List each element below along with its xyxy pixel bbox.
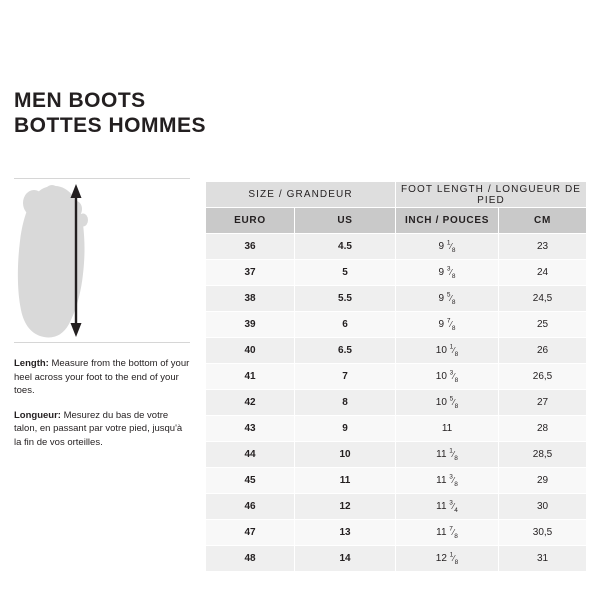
cell-cm: 26 (499, 338, 587, 364)
table-row (206, 442, 587, 468)
cell-us: 5 (295, 260, 396, 286)
column-header-cm: CM (499, 208, 587, 234)
cell-euro: 47 (206, 520, 295, 546)
table-row (206, 546, 587, 572)
note-longueur-text: Mesurez du bas de votre talon, en passant par votre pied, jusqu'à la fin de vos orteilles. (14, 409, 183, 448)
cell-cm: 23 (499, 234, 587, 260)
cell-inch: 11 (396, 416, 499, 442)
column-header-us: US (295, 208, 396, 234)
cell-us: 10 (295, 442, 396, 468)
table-row (206, 338, 587, 364)
cell-inch: 9 $^5⁄_8$ (396, 286, 499, 312)
cell-inch: 11 $^1⁄_8$ (396, 442, 499, 468)
cell-us: 6.5 (295, 338, 396, 364)
cell-cm: 30 (499, 494, 587, 520)
cell-cm: 31 (499, 546, 587, 572)
cell-us: 7 (295, 364, 396, 390)
table-column-header-row (206, 208, 587, 234)
foot-illustration (14, 178, 190, 343)
note-longueur-label: Longueur: (14, 409, 61, 421)
cell-euro: 44 (206, 442, 295, 468)
cell-us: 6 (295, 312, 396, 338)
size-table-body (206, 234, 587, 572)
cell-us: 13 (295, 520, 396, 546)
cell-euro: 46 (206, 494, 295, 520)
table-row (206, 390, 587, 416)
cell-cm: 25 (499, 312, 587, 338)
cell-cm: 24,5 (499, 286, 587, 312)
cell-euro: 37 (206, 260, 295, 286)
cell-inch: 10 $^1⁄_8$ (396, 338, 499, 364)
table-row (206, 364, 587, 390)
cell-inch: 11 $^3⁄_8$ (396, 468, 499, 494)
table-row (206, 286, 587, 312)
cell-inch: 10 $^3⁄_8$ (396, 364, 499, 390)
cell-cm: 28 (499, 416, 587, 442)
table-group-header-row (206, 182, 587, 208)
cell-euro: 38 (206, 286, 295, 312)
table-row (206, 260, 587, 286)
cell-cm: 26,5 (499, 364, 587, 390)
column-header-euro: EURO (206, 208, 295, 234)
note-longueur (14, 409, 190, 450)
table-row (206, 468, 587, 494)
cell-us: 12 (295, 494, 396, 520)
title-line-en: MEN BOOTS (14, 89, 146, 112)
cell-euro: 42 (206, 390, 295, 416)
size-table-container (205, 181, 586, 572)
cell-inch: 10 $^5⁄_8$ (396, 390, 499, 416)
group-header-size: SIZE / GRANDEUR (206, 182, 396, 208)
measurement-notes (14, 357, 190, 449)
column-header-inch: INCH / POUCES (396, 208, 499, 234)
cell-us: 5.5 (295, 286, 396, 312)
table-row (206, 494, 587, 520)
note-length-label: Length: (14, 358, 49, 369)
foot-outline-icon (14, 179, 190, 343)
table-row (206, 312, 587, 338)
cell-inch: 12 $^1⁄_8$ (396, 546, 499, 572)
cell-inch: 9 $^7⁄_8$ (396, 312, 499, 338)
cell-euro: 39 (206, 312, 295, 338)
cell-us: 9 (295, 416, 396, 442)
cell-cm: 30,5 (499, 520, 587, 546)
cell-inch: 11 $^3⁄_4$ (396, 494, 499, 520)
title-line-fr: BOTTES HOMMES (14, 114, 207, 137)
cell-euro: 36 (206, 234, 295, 260)
cell-cm: 28,5 (499, 442, 587, 468)
cell-us: 11 (295, 468, 396, 494)
cell-cm: 27 (499, 390, 587, 416)
cell-inch: 9 $^3⁄_8$ (396, 260, 499, 286)
group-header-foot-length: FOOT LENGTH / LONGUEUR DE PIED (396, 182, 587, 208)
cell-us: 4.5 (295, 234, 396, 260)
cell-cm: 24 (499, 260, 587, 286)
table-row (206, 520, 587, 546)
cell-inch: 11 $^7⁄_8$ (396, 520, 499, 546)
cell-euro: 41 (206, 364, 295, 390)
cell-us: 8 (295, 390, 396, 416)
cell-euro: 48 (206, 546, 295, 572)
cell-euro: 40 (206, 338, 295, 364)
cell-inch: 9 $^1⁄_8$ (396, 234, 499, 260)
cell-euro: 45 (206, 468, 295, 494)
note-length-text: Measure from the bottom of your heel across your foot to the end of your toes. (14, 358, 190, 396)
size-table (205, 181, 587, 572)
cell-cm: 29 (499, 468, 587, 494)
page-title (14, 88, 206, 138)
cell-us: 14 (295, 546, 396, 572)
table-row (206, 234, 587, 260)
cell-euro: 43 (206, 416, 295, 442)
table-row (206, 416, 587, 442)
measurement-illustration-panel (14, 178, 190, 460)
note-length (14, 357, 190, 398)
